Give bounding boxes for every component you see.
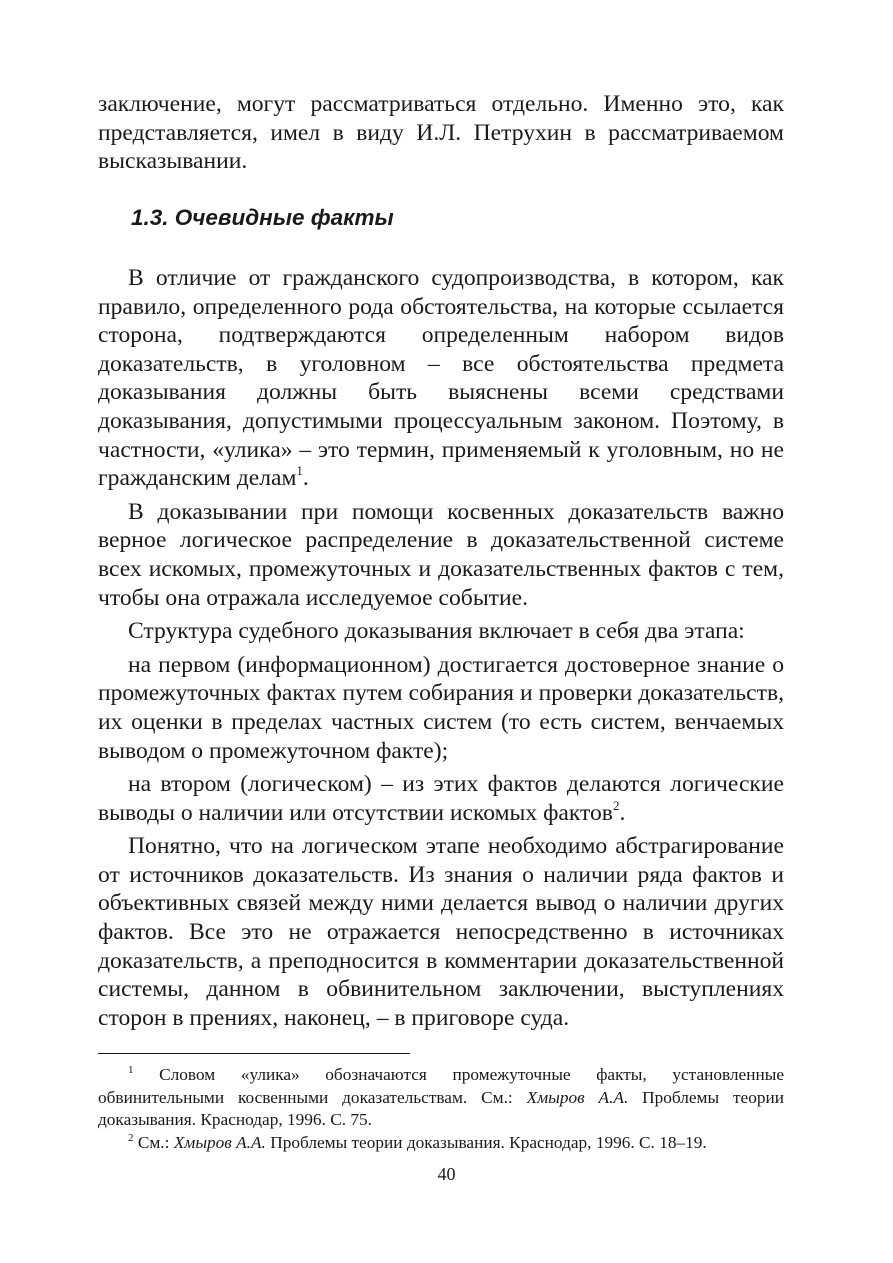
- footnote-2: [98, 1132, 784, 1155]
- page-number: 40: [437, 1164, 456, 1184]
- footnote-2-mark: 2: [128, 1131, 134, 1144]
- section-body: [98, 264, 784, 1037]
- paragraph-5-text: на втором (логическом) – из этих фактов делаются логические выводы о наличии или отсутствии искомых фактов: [98, 771, 784, 826]
- paragraph-3: Структура судебного доказывания включает в себя два этапа:: [128, 618, 745, 645]
- footnote-ref-1: 1: [296, 463, 303, 479]
- paragraph-5: [98, 770, 784, 827]
- footnote-1: [98, 1064, 784, 1132]
- footnote-1-mark: 1: [128, 1064, 134, 1076]
- footnote-ref-2: 2: [612, 797, 620, 813]
- footnote-1-text-b: Проблемы теории доказывания. Краснодар, 1996. С. 75.: [98, 1087, 784, 1130]
- paragraph-4: на первом (информационном) достигается достоверное знание о промежуточных фактах путем собирания и проверки доказательств, их оценки в пределах частных систем (то есть систем, венчаемых выводом о промежуточном факте);: [98, 651, 784, 764]
- paragraph-5-tail: .: [619, 799, 626, 826]
- section-heading: 1.3. Очевидные факты: [131, 205, 394, 230]
- footnote-2-text-a: См.:: [133, 1132, 174, 1152]
- footnote-divider: [98, 1053, 410, 1054]
- intro-paragraph: [98, 90, 784, 176]
- footnote-1-text-a: Словом «улика» обозначаются промежуточные факты, установленные обвинительными косвенными доказательствам. См.:: [98, 1065, 784, 1107]
- paragraph-1-text: В отличие от гражданского судопроизводства, в котором, как правило, определенного рода обстоятельства, на которые ссылается сторона, подтверждаются определенным набором видов доказательств, в уголовном – все обстоятельства предмета доказывания должны быть выяснены всеми средствами доказывания, допустимыми процессуальным законом. Поэтому, в частности, «улика» – это термин, применяемый к уголовным, но не гражданским делам: [98, 265, 784, 492]
- intro-text: заключение, могут рассматриваться отдельно. Именно это, как представляется, имел в виду И.Л. Петрухин в рассматриваемом высказывании.: [98, 91, 784, 175]
- paragraph-6: Понятно, что на логическом этапе необходимо абстрагирование от источников доказательств. Из знания о наличии ряда фактов и объективных связей между ними делается вывод о наличии других фактов. Все это не отражается непосредственно в источниках доказательств, а преподносится в комментарии доказательственной системы, данном в обвинительном заключении, выступлениях сторон в прениях, наконец, – в приговоре суда.: [98, 833, 784, 1031]
- footnote-2-author: Хмыров А.А.: [173, 1132, 266, 1152]
- footnote-2-text-b: Проблемы теории доказывания. Краснодар, 1996. С. 18–19.: [265, 1132, 707, 1152]
- footnotes: [98, 1064, 784, 1154]
- footnote-1-author: Хмыров А.А.: [526, 1087, 629, 1107]
- paragraph-1: [98, 264, 784, 493]
- paragraph-1-tail: .: [302, 465, 309, 492]
- paragraph-2: В доказывании при помощи косвенных доказательств важно верное логическое распределение в доказательственной системе всех искомых, промежуточных и доказательственных фактов с тем, чтобы она отражала исследуемое событие.: [98, 498, 784, 611]
